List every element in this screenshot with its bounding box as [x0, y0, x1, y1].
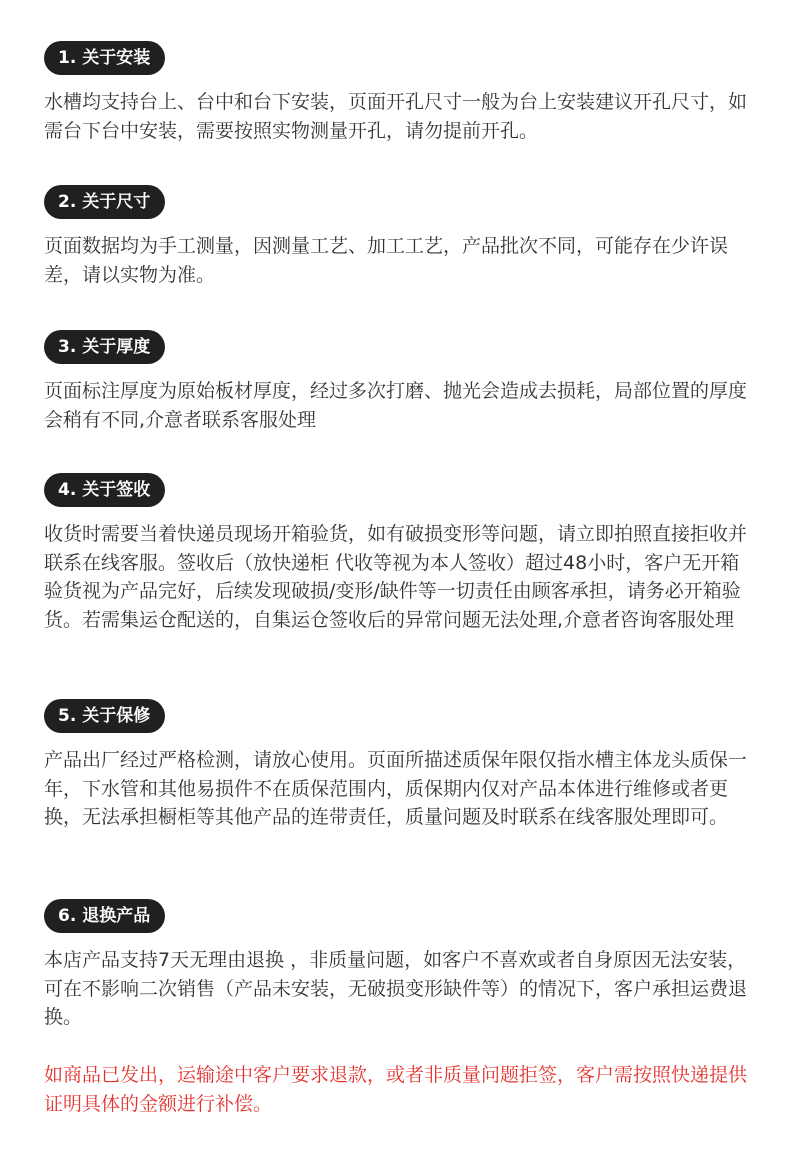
compensation-notice: 如商品已发出，运输途中客户要求退款，或者非质量问题拒签，客户需按照快递提供证明具体的金额进行补偿。 [44, 1064, 748, 1115]
section-heading: 6. 退换产品 [44, 899, 165, 933]
section-body: 水槽均支持台上、台中和台下安装，页面开孔尺寸一般为台上安装建议开孔尺寸，如需台下台中安装，需要按照实物测量开孔，请勿提前开孔。 [44, 91, 748, 142]
notice-section [44, 1061, 754, 1118]
section-receipt [44, 473, 754, 634]
section-body: 收货时需要当着快递员现场开箱验货，如有破损变形等问题，请立即拍照直接拒收并联系在线客服。签收后（放快递柜 代收等视为本人签收）超过48小时，客户无开箱验货视为产品完好，后续发现破损/变形/缺件等一切责任由顾客承担，请务必开箱验货。若需集运仓配送的，自集运仓签收后的异常问题无法处理,介意者咨询客服处理 [44, 523, 748, 631]
section-body: 页面数据均为手工测量，因测量工艺、加工工艺，产品批次不同，可能存在少许误差，请以实物为准。 [44, 235, 729, 286]
section-heading: 5. 关于保修 [44, 699, 165, 733]
section-size [44, 185, 754, 289]
section-heading: 3. 关于厚度 [44, 330, 165, 364]
section-install [44, 41, 754, 145]
section-thickness [44, 330, 754, 434]
section-heading: 4. 关于签收 [44, 473, 165, 507]
section-warranty [44, 699, 754, 832]
section-heading: 2. 关于尺寸 [44, 185, 165, 219]
section-body: 本店产品支持7天无理由退换 ，非质量问题，如客户不喜欢或者自身原因无法安装，可在不影响二次销售（产品未安装，无破损变形缺件等）的情况下，客户承担运费退换。 [44, 949, 748, 1028]
section-heading: 1. 关于安装 [44, 41, 165, 75]
section-body: 页面标注厚度为原始板材厚度，经过多次打磨、抛光会造成去损耗，局部位置的厚度会稍有不同,介意者联系客服处理 [44, 380, 748, 431]
section-returns [44, 899, 754, 1032]
section-body: 产品出厂经过严格检测，请放心使用。页面所描述质保年限仅指水槽主体龙头质保一年，下水管和其他易损件不在质保范围内，质保期内仅对产品本体进行维修或者更换，无法承担橱柜等其他产品的连带责任，质量问题及时联系在线客服处理即可。 [44, 749, 748, 828]
